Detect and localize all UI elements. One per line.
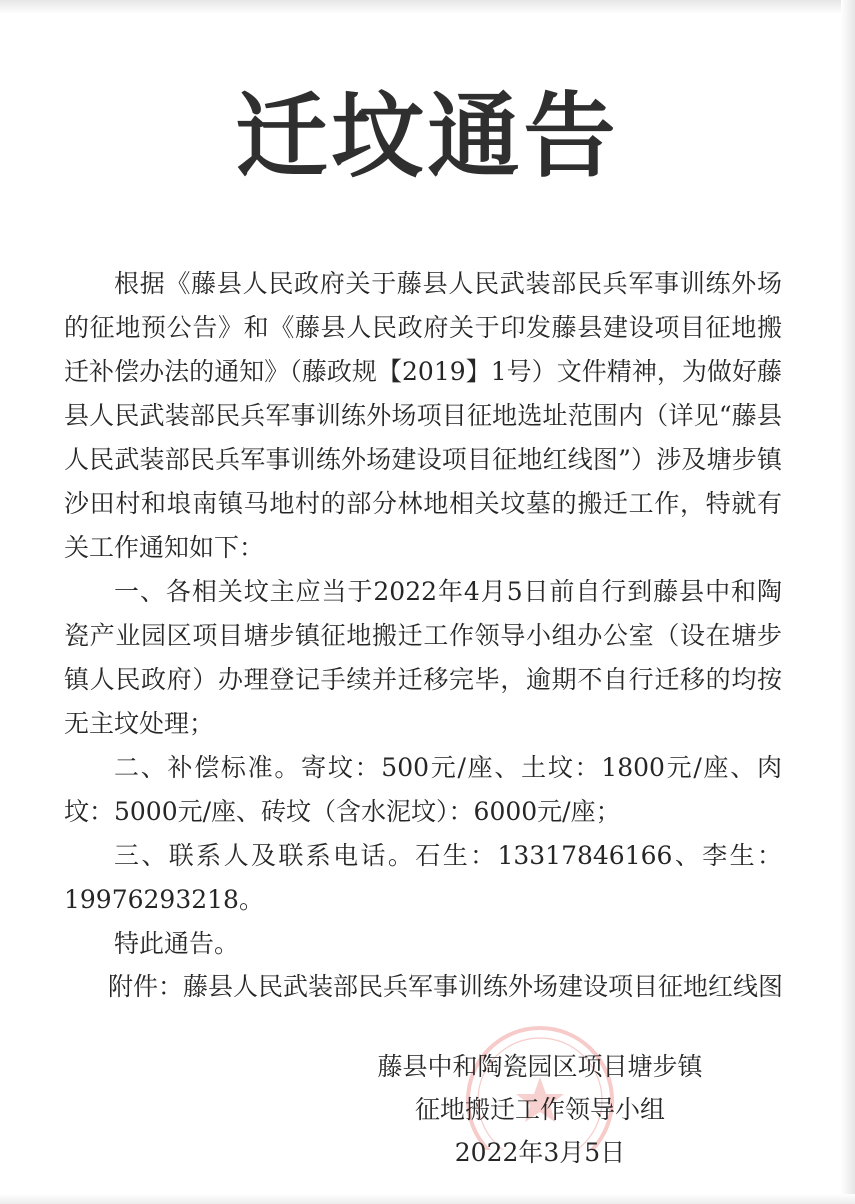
paragraph-item-1: 一、各相关坟主应当于2022年4月5日前自行到藤县中和陶瓷产业园区项目塘步镇征地搬迁工作领导小组办公室（设在塘步镇人民政府）办理登记手续并迁移完毕，逾期不自行迁移的均按无主坟处理； (64, 577, 782, 738)
scan-border-bottom (0, 1194, 855, 1204)
signature-org-line-2: 征地搬迁工作领导小组 (414, 1095, 665, 1124)
signature-date: 2022年3月5日 (454, 1138, 626, 1167)
signature-org-line-1: 藤县中和陶瓷园区项目塘步镇 (377, 1052, 703, 1081)
notice-body (64, 262, 782, 966)
attachment-line: 附件：藤县人民武装部民兵军事训练外场建设项目征地红线图 (108, 972, 784, 1001)
paragraph-intro: 根据《藤县人民政府关于藤县人民武装部民兵军事训练外场的征地预公告》和《藤县人民政府关于印发藤县建设项目征地搬迁补偿办法的通知》（藤政规【2019】1号）文件精神，为做好藤县人民武装部民兵军事训练外场项目征地选址范围内（详见“藤县人民武装部民兵军事训练外场建设项目征地红线图”）涉及塘步镇沙田村和埌南镇马地村的部分林地相关坟墓的搬迁工作，特就有关工作通知如下： (64, 269, 782, 562)
notice-title: 迁坟通告 (235, 83, 620, 190)
paragraph-closing: 特此通告。 (114, 929, 240, 958)
paragraph-item-2: 二、补偿标准。寄坟：500元/座、土坟：1800元/座、肉坟：5000元/座、砖坟（含水泥坟）：6000元/座； (64, 753, 782, 826)
scan-border-top (0, 0, 855, 14)
signature-block (300, 1045, 780, 1174)
paragraph-item-3: 三、联系人及联系电话。石生：13317846166、李生：19976293218。 (64, 841, 782, 914)
